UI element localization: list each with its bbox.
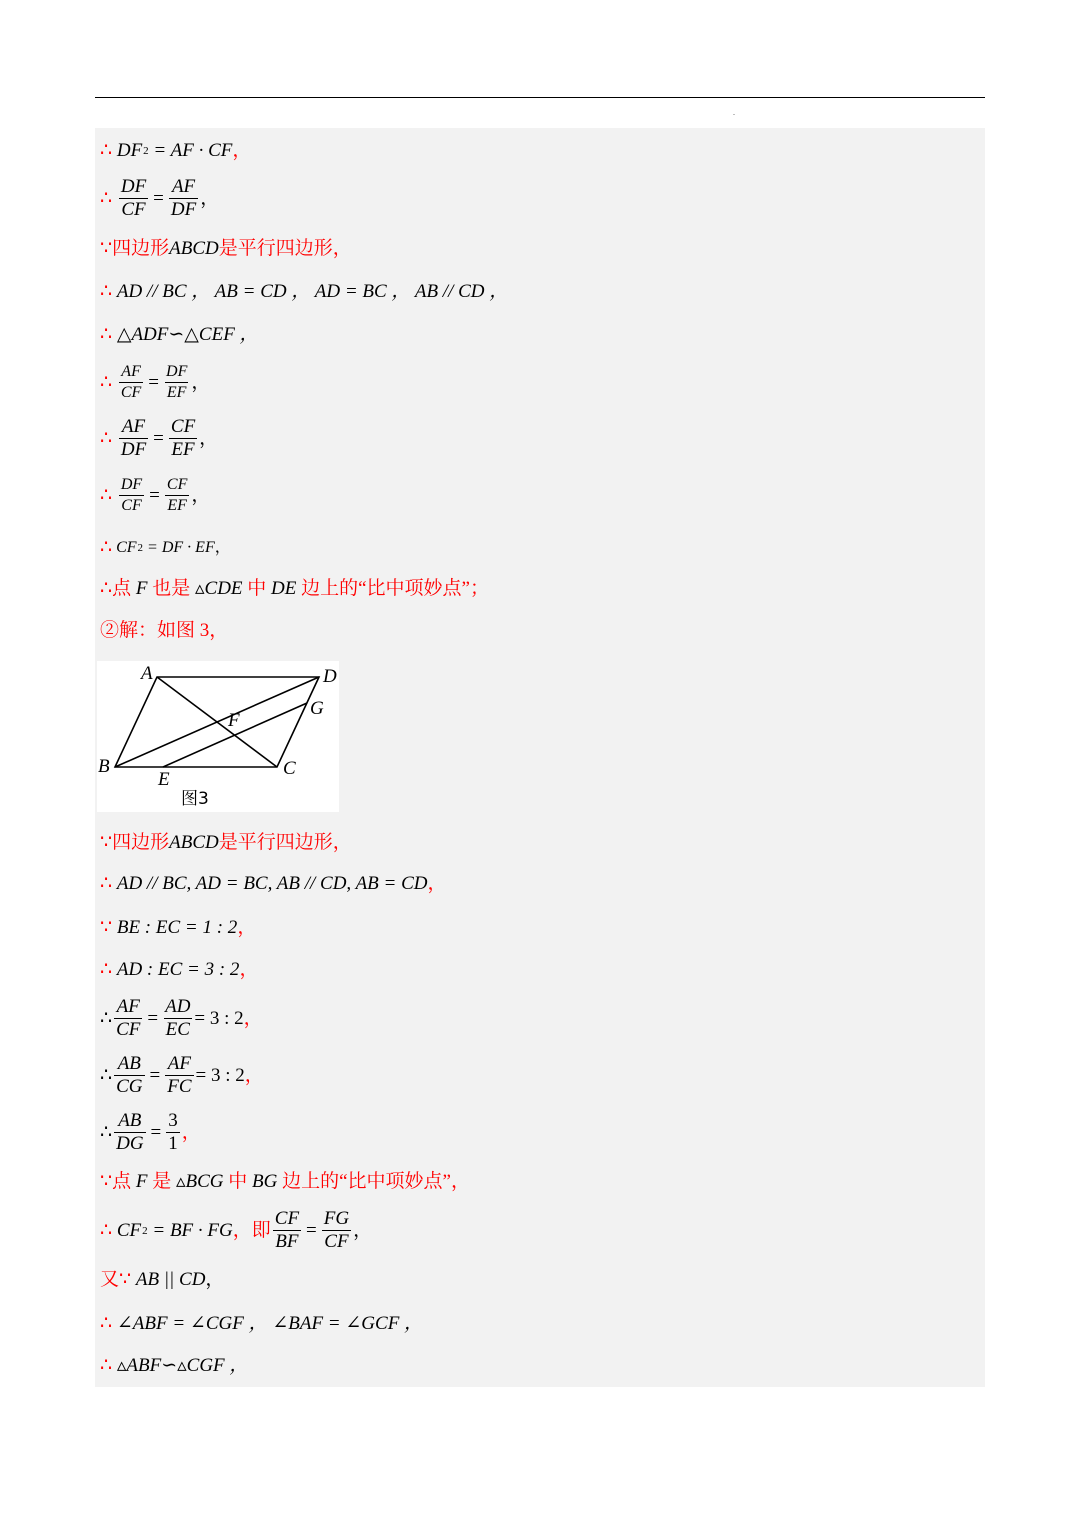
line-8: ∴ $\frac{DF}{CF}$ = $\frac{CF}{EF}$ ， (100, 476, 211, 514)
line-11: ②解：如图 3， (100, 620, 229, 641)
fraction: $\frac{AF}{DF}$ (120, 416, 147, 460)
header-dot: . (733, 108, 735, 117)
fraction: $\frac{CF}{EF}$ (166, 476, 188, 514)
fraction: $\frac{FG}{CF}$ (323, 1208, 350, 1252)
fraction: $\frac{CF}{EF}$ (170, 416, 196, 460)
label-g: G (310, 698, 324, 719)
line-19: ∵ 点 F 是 ▵BCG 中 BG 边上的“比中项妙点”， (100, 1171, 470, 1192)
label-b: B (98, 756, 110, 777)
line-18: ∴ $\frac{AB}{DG}$ = $\frac{3}{1}$ ， (100, 1110, 201, 1154)
line-12: ∵ 四边形 ABCD 是平行四边形， (100, 832, 352, 853)
line-7: ∴ $\frac{AF}{DF}$ = $\frac{CF}{EF}$ ， (100, 416, 219, 460)
line-3: ∵ 四边形 ABCD 是平行四边形， (100, 238, 352, 259)
fraction: $\frac{AD}{EC}$ (165, 996, 191, 1040)
label-e: E (158, 769, 170, 790)
line-6: ∴ $\frac{AF}{CF}$ = $\frac{DF}{EF}$ ， (100, 363, 211, 401)
label-d: D (323, 666, 337, 687)
line-15: ∴ AD : EC = 3 : 2 ， (100, 959, 259, 980)
line-5: ∴ △ADF∽△CEF ， (100, 324, 259, 345)
figure-caption: 图3 (181, 789, 209, 809)
label-c: C (283, 758, 296, 779)
diagonal-bd (115, 677, 319, 767)
line-16: ∴ $\frac{AF}{CF}$ = $\frac{AD}{EC}$ = 3 : 2 ， (100, 996, 263, 1040)
fraction: $\frac{AF}{DF}$ (170, 176, 197, 220)
fraction: $\frac{AF}{CF}$ (116, 996, 141, 1040)
line-17: ∴ $\frac{AB}{CG}$ = $\frac{AF}{FC}$ = 3 : 2 ， (100, 1053, 264, 1097)
line-23: ∴ ▵ABF∽▵CGF ， (100, 1355, 249, 1376)
fraction: $\frac{AB}{CG}$ (116, 1053, 143, 1097)
line-14: ∵ BE : EC = 1 : 2 ， (100, 917, 257, 938)
header-rule (95, 97, 985, 98)
line-2: ∴ $\frac{DF}{CF}$ = $\frac{AF}{DF}$ ， (100, 176, 220, 220)
label-a: A (141, 663, 153, 684)
line-22: ∴ ∠ABF = ∠CGF ， ∠BAF = ∠GCF ， (100, 1313, 424, 1334)
line-13: ∴ AD // BC, AD = BC, AB // CD, AB = CD ， (100, 873, 447, 894)
fraction: $\frac{DF}{CF}$ (120, 476, 143, 514)
line-4: ∴ AD // BC ， AB = CD ， AD = BC ， AB // CD ， (100, 281, 509, 302)
line-10: ∴ 点 F 也是 ▵CDE 中 DE 边上的“比中项妙点”； (100, 578, 489, 599)
fraction: $\frac{DF}{CF}$ (120, 176, 147, 220)
line-20: ∴ CF 2 = BF · FG ，即 $\frac{CF}{BF}$ = $\frac{FG}{CF}$ ， (100, 1208, 373, 1252)
figure-3 (97, 661, 339, 812)
line-1: ∴ DF 2 = AF · CF ， (100, 140, 252, 161)
label-f: F (228, 710, 240, 731)
fraction: $\frac{AF}{FC}$ (167, 1053, 192, 1097)
fraction: $\frac{AB}{DG}$ (116, 1110, 144, 1154)
parallelogram-diagram (97, 661, 339, 812)
fraction: $\frac{3}{1}$ (168, 1110, 178, 1154)
line-21: 又 ∵ AB || CD ， (100, 1269, 225, 1290)
fraction: $\frac{DF}{EF}$ (166, 363, 188, 401)
line-9: ∴ CF 2 = DF · EF ， (100, 537, 231, 558)
fraction: $\frac{AF}{CF}$ (120, 363, 142, 401)
fraction: $\frac{CF}{BF}$ (274, 1208, 300, 1252)
